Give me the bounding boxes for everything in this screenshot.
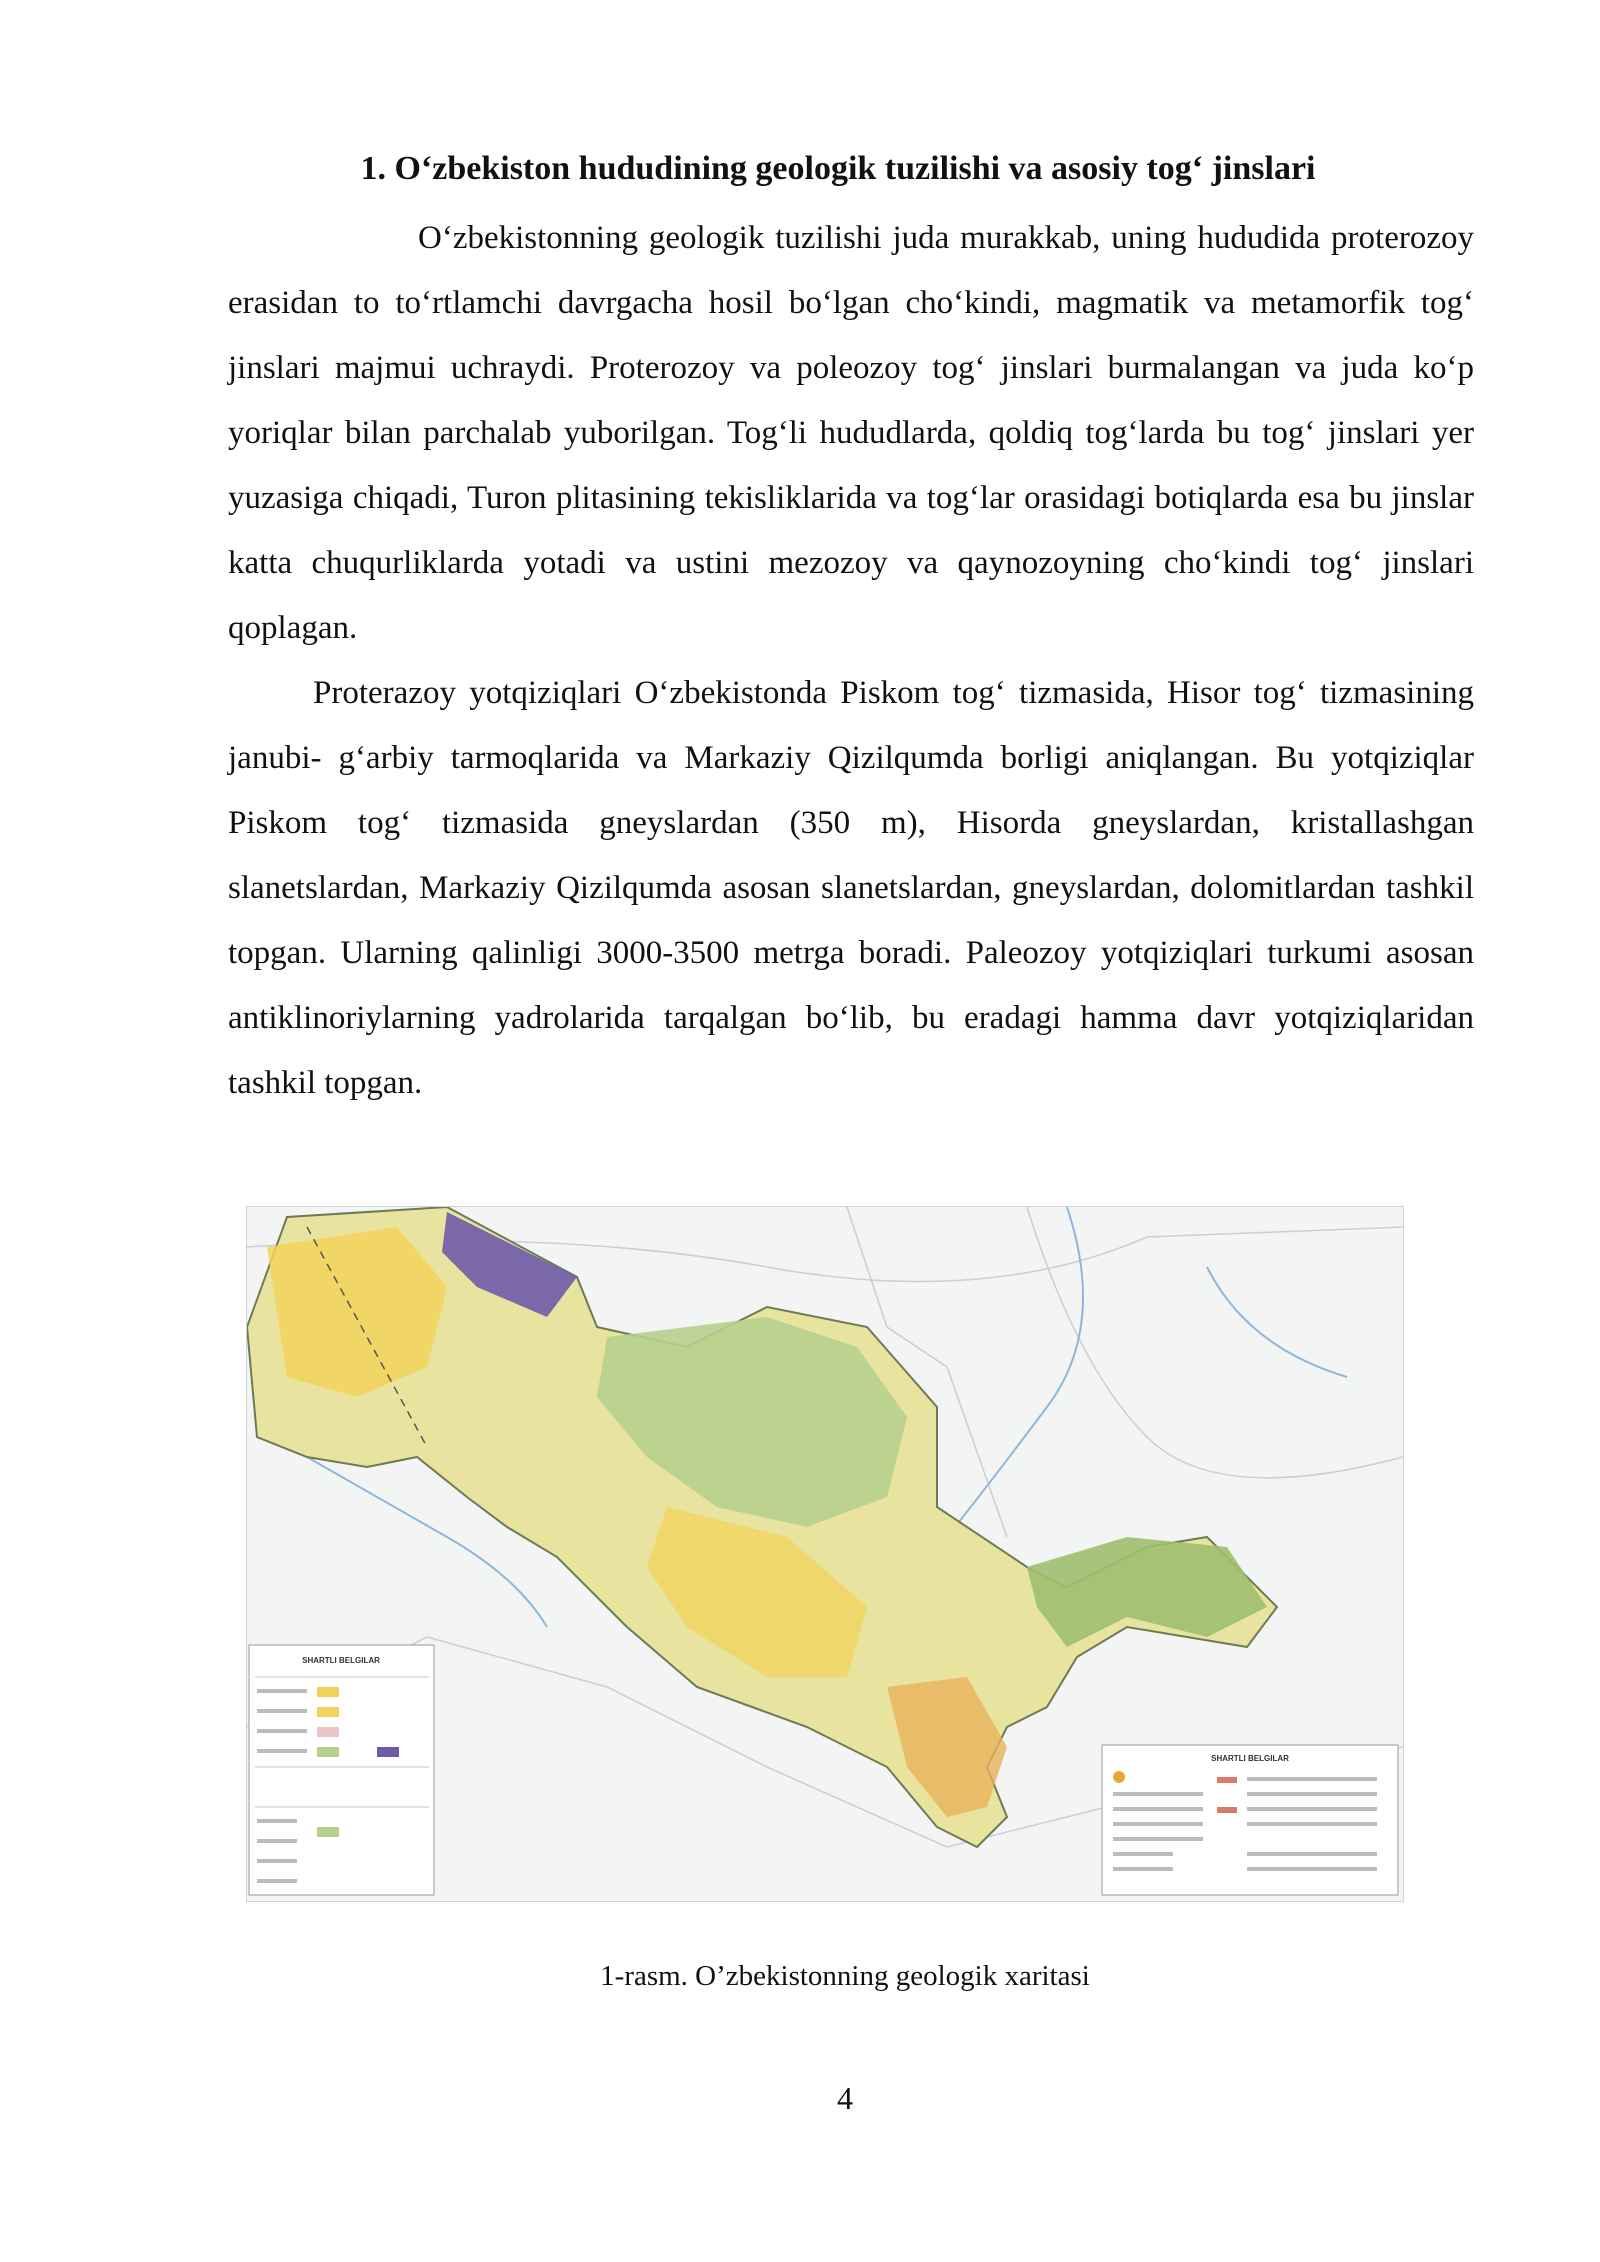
section-heading: 1. O‘zbekiston hududining geologik tuzilishi va asosiy tog‘ jinslari [360,150,1316,187]
page-number: 4 [837,2080,853,2116]
legend-right [1102,1745,1398,1895]
geologic-map [247,1207,1403,1901]
paragraph-2: Proterazoy yotqiziqlari O‘zbekistonda Piskom tog‘ tizmasida, Hisor tog‘ tizmasining janubi- g‘arbiy tarmoqlarida va Markaziy Qizilqumda borligi aniqlangan. Bu yotqiziqlar Piskom tog‘ tizmasida gneyslardan (350 m), Hisorda gneyslardan, kristallashgan slanetslardan, Markaziy Qizilqumda asosan slanetslardan, gneyslardan, dolomitlardan tashkil topgan. Ularning qalinligi 3000-3500 metrga boradi. Paleozoy yotqiziqlari turkumi asosan antiklinoriylarning yadrolarida tarqalgan bo‘lib, bu eradagi hamma davr yotqiziqlaridan tashkil topgan. [228,675,1474,1101]
legend-right-title: SHARTLI BELGILAR [1211,1754,1289,1763]
legend-left [249,1645,434,1895]
legend-left-title: SHARTLI BELGILAR [302,1656,380,1665]
figure-caption: 1-rasm. O’zbekistonning geologik xaritasi [600,1960,1090,1992]
body-text [228,206,1474,1116]
paragraph-1: O‘zbekistonning geologik tuzilishi juda murakkab, uning hududida proterozoy erasidan to to‘rtlamchi davrgacha hosil bo‘lgan cho‘kindi, magmatik va metamorfik tog‘ jinslari majmui uchraydi. Proterozoy va poleozoy tog‘ jinslari burmalangan va juda ko‘p yoriqlar bilan parchalab yuborilgan. Tog‘li hududlarda, qoldiq tog‘larda bu tog‘ jinslari yer yuzasiga chiqadi, Turon plitasining tekisliklarida va tog‘lar orasidagi botiqlarda esa bu jinslar katta chuqurliklarda yotadi va ustini mezozoy va qaynozoyning cho‘kindi tog‘ jinslari qoplagan. [228,220,1474,646]
geologic-map-figure [246,1206,1404,1902]
